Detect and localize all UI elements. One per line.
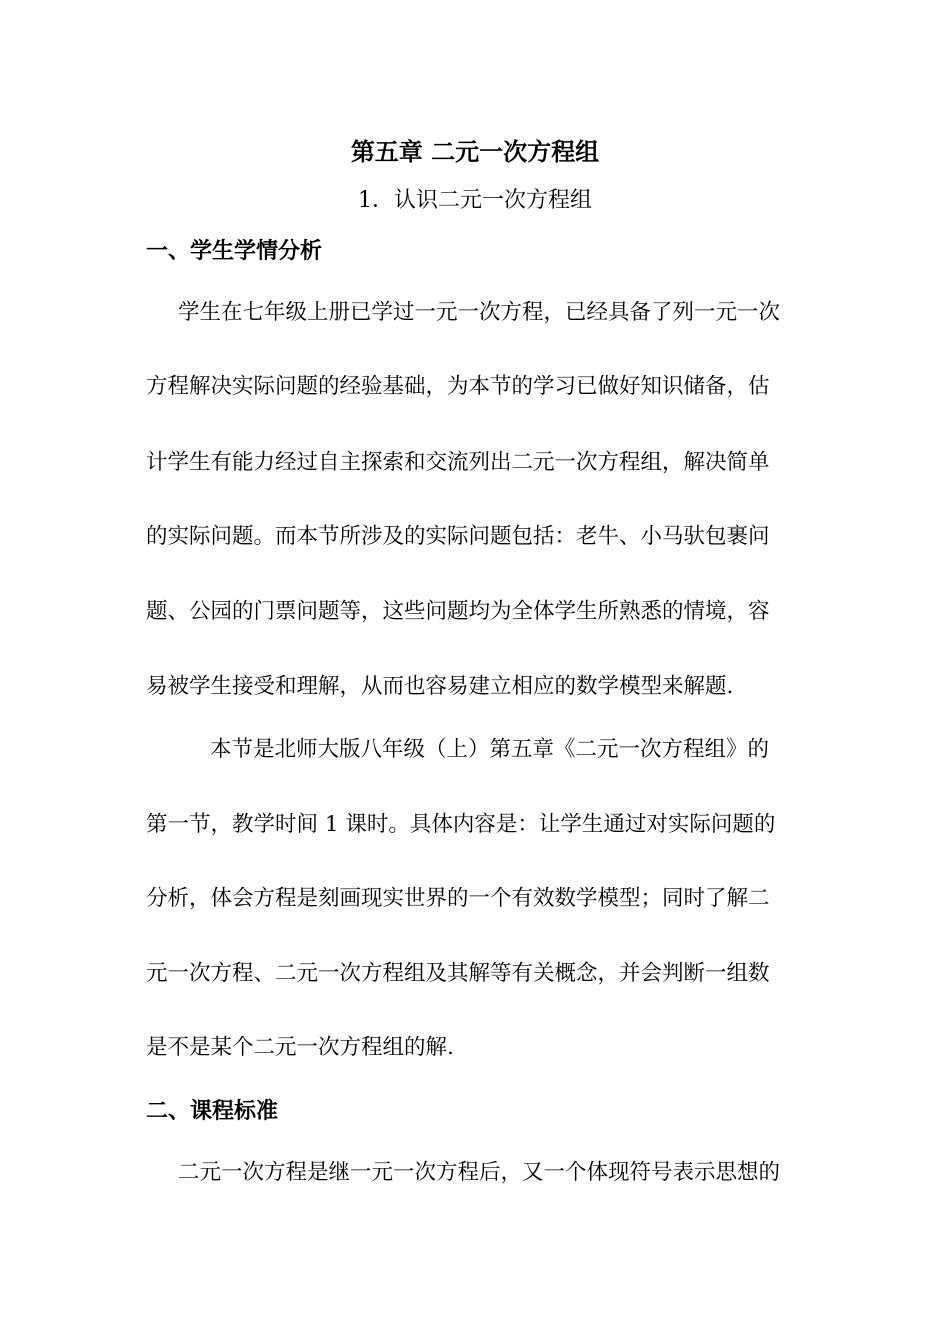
paragraph-line: 方程解决实际问题的经验基础，为本节的学习已做好知识储备，估 (146, 374, 770, 399)
paragraph-line: 易被学生接受和理解，从而也容易建立相应的数学模型来解题. (146, 674, 734, 699)
section-title: 1．认识二元一次方程组 (358, 188, 592, 213)
paragraph-line: 二元一次方程是继一元一次方程后，又一个体现符号表示思想的 (178, 1160, 781, 1185)
paragraph-line: 本节是北师大版八年级（上）第五章《二元一次方程组》的 (210, 737, 770, 762)
section-heading-student-analysis: 一、学生学情分析 (146, 238, 323, 264)
paragraph-line: 的实际问题。而本节所涉及的实际问题包括：老牛、小马驮包裹问 (146, 524, 770, 549)
paragraph-line: 题、公园的门票问题等，这些问题均为全体学生所熟悉的情境，容 (146, 599, 770, 624)
paragraph-line: 元一次方程、二元一次方程组及其解等有关概念，并会判断一组数 (146, 961, 770, 986)
section-heading-curriculum-standard: 二、课程标准 (146, 1098, 279, 1124)
paragraph-line: 是不是某个二元一次方程组的解. (146, 1035, 454, 1060)
paragraph-line: 学生在七年级上册已学过一元一次方程，已经具备了列一元一次 (178, 300, 781, 325)
paragraph-line: 分析，体会方程是刻画现实世界的一个有效数学模型；同时了解二 (146, 886, 770, 911)
chapter-title: 第五章 二元一次方程组 (350, 137, 600, 166)
paragraph-line: 计学生有能力经过自主探索和交流列出二元一次方程组，解决简单 (146, 450, 770, 475)
paragraph-line: 第一节，教学时间 1 课时。具体内容是：让学生通过对实际问题的 (146, 812, 776, 837)
